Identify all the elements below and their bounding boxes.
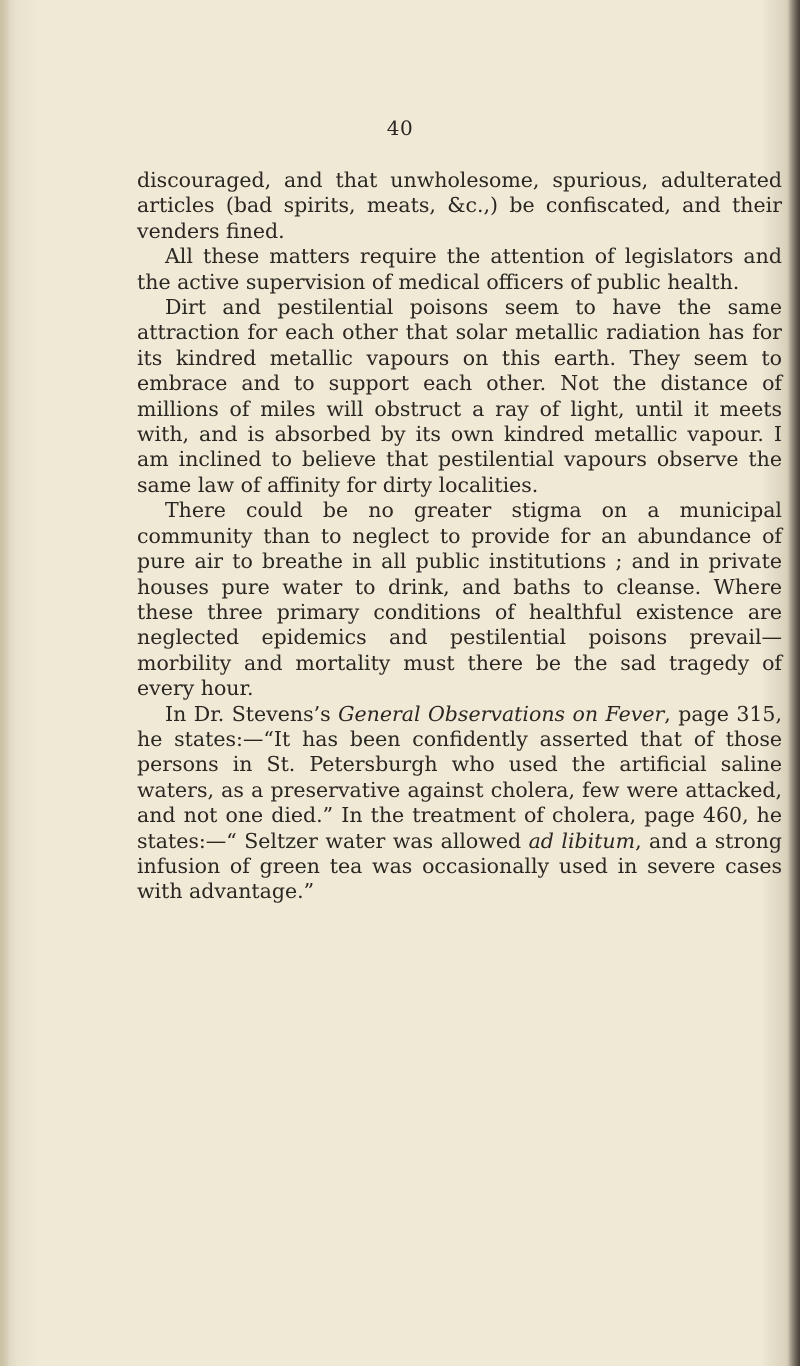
page-number: 40 xyxy=(386,116,414,140)
text-segment: All these matters require the attention of legislators and the active supervision of medical officers of public health. xyxy=(137,244,782,294)
text-segment: In Dr. Stevens’s xyxy=(165,701,339,726)
page-gutter-shadow xyxy=(0,0,10,1366)
text-segment: , page 315, he states:—“It has been confidently asserted that of those persons in St. Petersburgh who used the artificial saline waters, as a preservative against cholera, few were attacked, and not one died.” In the treatment of cholera, page 460, he states:—“ Seltzer water was allowed xyxy=(137,701,782,853)
paragraph xyxy=(137,168,782,244)
paragraph xyxy=(137,702,782,905)
book-title-italic: General Observations on Fever xyxy=(338,701,665,726)
text-segment: Dirt and pestilential poisons seem to have the same attraction for each other that solar metallic radiation has for its kindred metallic vapours on this earth. They seem to embrace and to support each other. Not the distance of millions of miles will obstruct a ray of light, until it meets with, and is absorbed by its own kindred metallic vapour. I am inclined to believe that pestilential vapours observe the same law of affinity for dirty localities. xyxy=(137,295,782,497)
paragraph xyxy=(137,295,782,498)
text-segment: discouraged, and that unwholesome, spurious, adulterated articles (bad spirits, meats, &c.,) be confiscated, and their venders fined. xyxy=(137,168,782,243)
body-text xyxy=(137,168,782,905)
text-segment: , and a strong infusion of green tea was occasionally used in severe cases with advantage.” xyxy=(137,828,783,904)
latin-phrase-italic: ad libitum xyxy=(528,828,636,853)
page-edge-shadow xyxy=(788,0,800,1366)
text-segment: There could be no greater stigma on a municipal community than to neglect to provide for an abundance of pure air to breathe in all public institutions ; and in private houses pure water to drink, and baths to cleanse. Where these three primary conditions of healthful existence are neglected epidemics and pestilential poisons prevail—morbility and mortality must there be the sad tragedy of every hour. xyxy=(137,498,782,701)
paragraph xyxy=(137,244,782,295)
paragraph xyxy=(137,498,782,701)
